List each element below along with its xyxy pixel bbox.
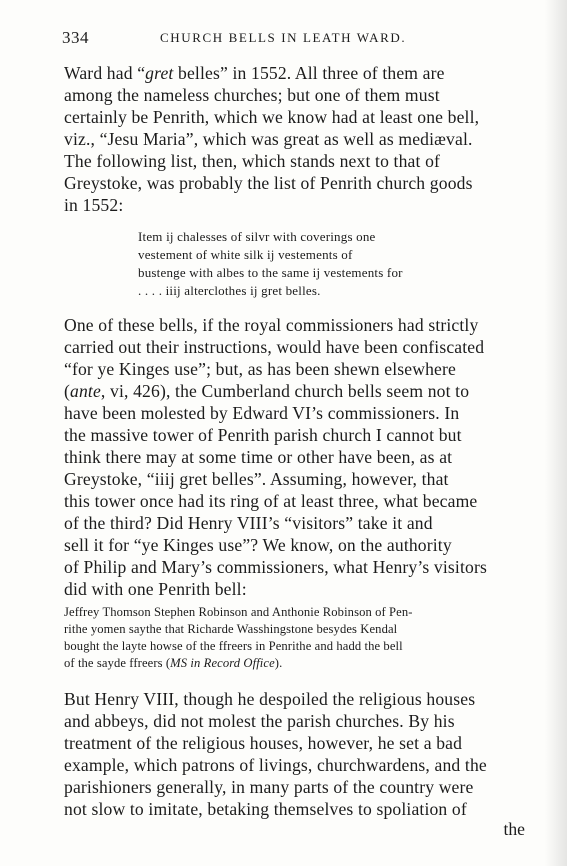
page-edge-shadow bbox=[545, 0, 567, 866]
body-line: Ward had “gret belles” in 1552. All three of them are bbox=[64, 63, 445, 83]
body-line: have been molested by Edward VI’s commissioners. In bbox=[64, 403, 460, 423]
body-line: think there may at some time or other have been, as at bbox=[64, 447, 453, 467]
body-line: the massive tower of Penrith parish church I cannot but bbox=[64, 425, 462, 445]
body-line: in 1552: bbox=[64, 195, 124, 215]
inventory-line: bustenge with albes to the same ij vestements for bbox=[138, 265, 403, 280]
body-line: certainly be Penrith, which we know had at least one bell, bbox=[64, 107, 480, 127]
body-line: sell it for “ye Kinges use”? We know, on the authority bbox=[64, 535, 452, 555]
inventory-line: . . . . iiij alterclothes ij gret belles. bbox=[138, 283, 321, 298]
body-line: this tower once had its ring of at least three, what became bbox=[64, 491, 478, 511]
body-line: Greystoke, “iiij gret belles”. Assuming, however, that bbox=[64, 469, 449, 489]
body-line: One of these bells, if the royal commissioners had strictly bbox=[64, 315, 479, 335]
inventory-line: vestement of white silk ij vestements of bbox=[138, 247, 353, 262]
body-line: among the nameless churches; but one of them must bbox=[64, 85, 440, 105]
body-line: and abbeys, did not molest the parish churches. By his bbox=[64, 711, 455, 731]
body-line: (ante, vi, 426), the Cumberland church bells seem not to bbox=[64, 381, 470, 401]
page-header bbox=[62, 28, 532, 50]
body-line: But Henry VIII, though he despoiled the religious houses bbox=[64, 689, 476, 709]
body-line: “for ye Kinges use”; but, as has been shewn elsewhere bbox=[64, 359, 456, 379]
body-line: parishioners generally, in many parts of the country were bbox=[64, 777, 474, 797]
body-line: not slow to imitate, betaking themselves to spoliation of bbox=[64, 799, 467, 819]
body-line: treatment of the religious houses, however, he set a bad bbox=[64, 733, 463, 753]
body-line: of the third? Did Henry VIII’s “visitors” take it and bbox=[64, 513, 433, 533]
body-line: viz., “Jesu Maria”, which was great as well as mediæval. bbox=[64, 129, 473, 149]
record-line: Jeffrey Thomson Stephen Robinson and Anthonie Robinson of Pen- bbox=[64, 605, 413, 619]
body-line: The following list, then, which stands next to that of bbox=[64, 151, 441, 171]
body-line: of Philip and Mary’s commissioners, what Henry’s visitors bbox=[64, 557, 487, 577]
page-number: 334 bbox=[62, 28, 89, 47]
body-line: did with one Penrith bell: bbox=[64, 579, 247, 599]
record-line: rithe yomen saythe that Richarde Wasshingstone besydes Kendal bbox=[64, 622, 398, 636]
body-line: example, which patrons of livings, churchwardens, and the bbox=[64, 755, 487, 775]
catchword: the bbox=[503, 819, 525, 839]
running-head: CHURCH BELLS IN LEATH WARD. bbox=[160, 30, 407, 45]
body-line: Greystoke, was probably the list of Penrith church goods bbox=[64, 173, 473, 193]
body-line: carried out their instructions, would have been confiscated bbox=[64, 337, 485, 357]
inventory-line: Item ij chalesses of silvr with coverings one bbox=[138, 229, 376, 244]
record-line: of the sayde ffreers (MS in Record Office). bbox=[64, 656, 283, 670]
record-line: bought the layte howse of the ffreers in Penrithe and hadd the bell bbox=[64, 639, 403, 653]
